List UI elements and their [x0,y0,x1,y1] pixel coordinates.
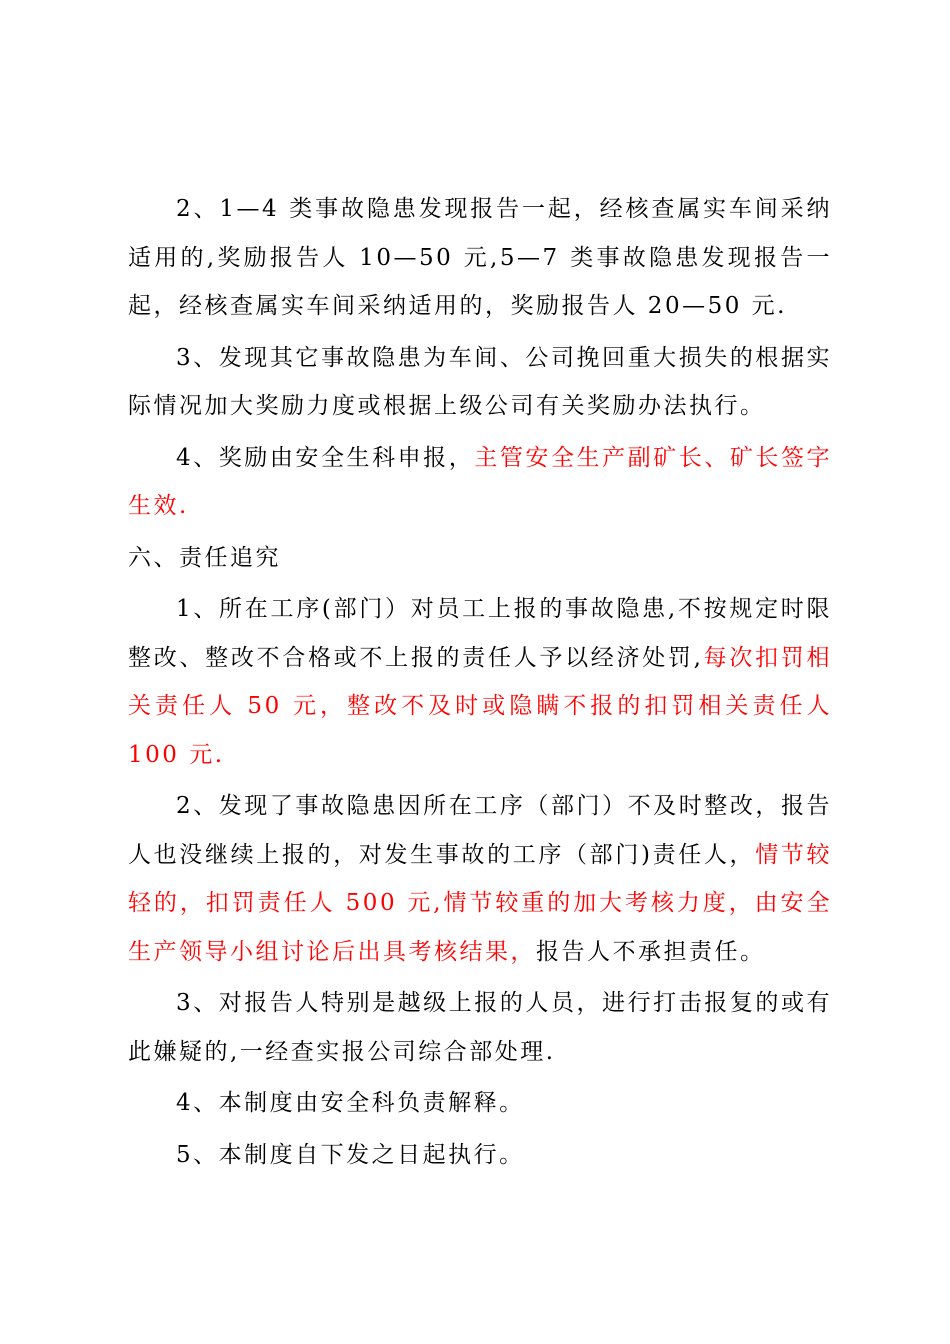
text-run: 5、本制度自下发之日起执行。 [176,1141,525,1168]
paragraph-liability-item-5 [128,1131,832,1180]
paragraph-liability-item-2 [128,782,832,976]
paragraph-reward-item-3 [128,334,832,431]
text-run: 2、1—4 类事故隐患发现报告一起，经核查属实车间采纳适用的,奖励报告人 10—50 元,5—7 类事故隐患发现报告一起，经核查属实车间采纳适用的，奖励报告人 20—50 元. [128,196,832,319]
text-run: 1、所在工序(部门）对员工上报的事故隐患,不按规定时限整改、整改不合格或不上报的责任人予以经济处罚, [128,596,832,671]
heading-text: 六、责任追究 [128,544,281,571]
highlighted-text-run: 每次扣罚相关责任人 50 元，整改不及时或隐瞒不报的扣罚相关责任人 100 元. [128,644,833,768]
text-run: 3、发现其它事故隐患为车间、公司挽回重大损失的根据实际情况加大奖励力度或根据上级公司有关奖励办法执行。 [128,344,832,419]
text-run: 2、发现了事故隐患因所在工序（部门）不及时整改，报告人也没继续上报的，对发生事故的工序（部门)责任人， [128,793,832,868]
text-run: 3、对报告人特别是越级上报的人员，进行打击报复的或有此嫌疑的,一经查实报公司综合部处理. [128,990,832,1065]
text-run: 4、本制度由安全科负责解释。 [176,1090,525,1116]
highlighted-text-run: 主管安全生产副矿长、矿长签字生效. [128,444,833,519]
section-heading-liability [128,534,832,583]
paragraph-liability-item-4 [128,1079,832,1128]
paragraph-reward-item-2 [128,185,832,331]
paragraph-liability-item-3 [128,979,832,1076]
document-body [128,185,832,1182]
highlighted-text-run: 情节较轻的，扣罚责任人 500 元,情节较重的加大考核力度，由安全生产领导小组讨论后出具考核结果， [128,841,833,965]
paragraph-liability-item-1 [128,585,832,779]
text-run: 4、奖励由安全生科申报， [176,444,475,471]
paragraph-reward-item-4 [128,434,832,531]
text-run: 报告人不承担责任。 [536,938,766,965]
